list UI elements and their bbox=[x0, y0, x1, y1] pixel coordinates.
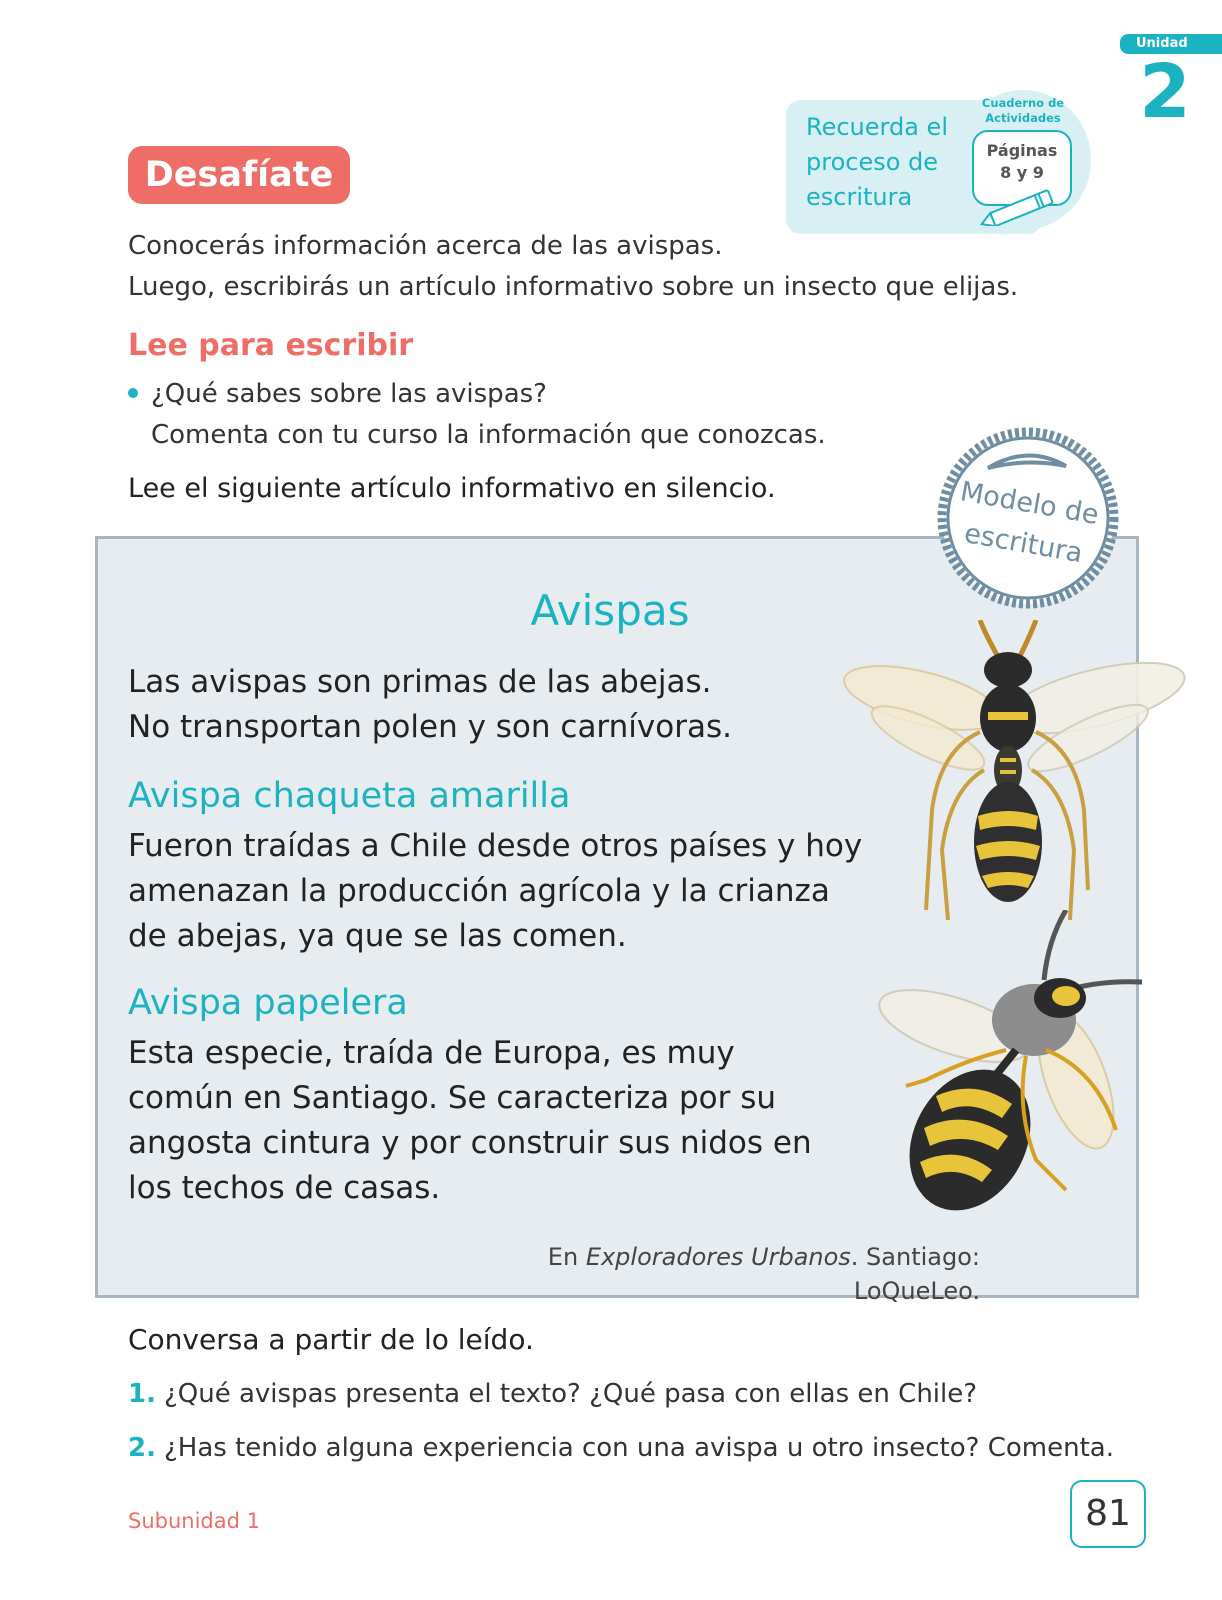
paper-wasp-illustration bbox=[866, 910, 1156, 1220]
article-subheading-1: Avispa chaqueta amarilla bbox=[128, 776, 571, 816]
article-paragraph-2: Esta especie, traída de Europa, es muy común en Santiago. Se caracteriza por su angosta cintura y por construir sus nidos en los techos de casas. bbox=[128, 1035, 812, 1206]
section-heading: Lee para escribir bbox=[128, 328, 414, 363]
article-subheading-2: Avispa papelera bbox=[128, 983, 408, 1023]
model-stamp bbox=[930, 420, 1126, 616]
discussion-heading: Conversa a partir de lo leído. bbox=[128, 1323, 534, 1356]
bullet-dot bbox=[128, 388, 138, 398]
article-source: En Exploradores Urbanos. Santiago: LoQueLeo. bbox=[547, 1243, 980, 1305]
bullet-text: ¿Qué sabes sobre las avispas? Comenta con tu curso la información que conozcas. bbox=[151, 379, 826, 450]
intro-text: Conocerás información acerca de las avispas. Luego, escribirás un artículo informativo sobre un insecto que elijas. bbox=[128, 231, 1019, 302]
article-paragraph-1: Fueron traídas a Chile desde otros países y hoy amenazan la producción agrícola y la crianza de abejas, ya que se las comen. bbox=[128, 828, 863, 954]
question-1: 1. ¿Qué avispas presenta el texto? ¿Qué pasa con ellas en Chile? bbox=[128, 1379, 978, 1409]
stamp-line-1: Modelo de bbox=[957, 476, 1102, 532]
yellowjacket-illustration bbox=[830, 620, 1190, 960]
unit-number: 2 bbox=[1139, 49, 1191, 135]
article-title: Avispas bbox=[530, 586, 690, 635]
pencil-icon bbox=[976, 186, 1072, 226]
page-number: 81 bbox=[1070, 1480, 1146, 1548]
reminder-text: Recuerda el proceso de escritura bbox=[806, 113, 948, 211]
workbook-pages: Páginas 8 y 9 bbox=[986, 141, 1058, 182]
question-2: 2. ¿Has tenido alguna experiencia con una avispa u otro insecto? Comenta. bbox=[128, 1433, 1114, 1463]
challenge-badge: Desafíate bbox=[128, 146, 350, 204]
stamp-line-2: escritura bbox=[961, 517, 1086, 570]
unit-tab: Unidad bbox=[1120, 34, 1222, 54]
article-intro: Las avispas son primas de las abejas. No transportan polen y son carnívoras. bbox=[128, 664, 732, 745]
workbook-title: Cuaderno de Actividades bbox=[981, 96, 1065, 125]
subunit-label: Subunidad 1 bbox=[128, 1509, 260, 1533]
reading-instruction: Lee el siguiente artículo informativo en silencio. bbox=[128, 473, 776, 504]
